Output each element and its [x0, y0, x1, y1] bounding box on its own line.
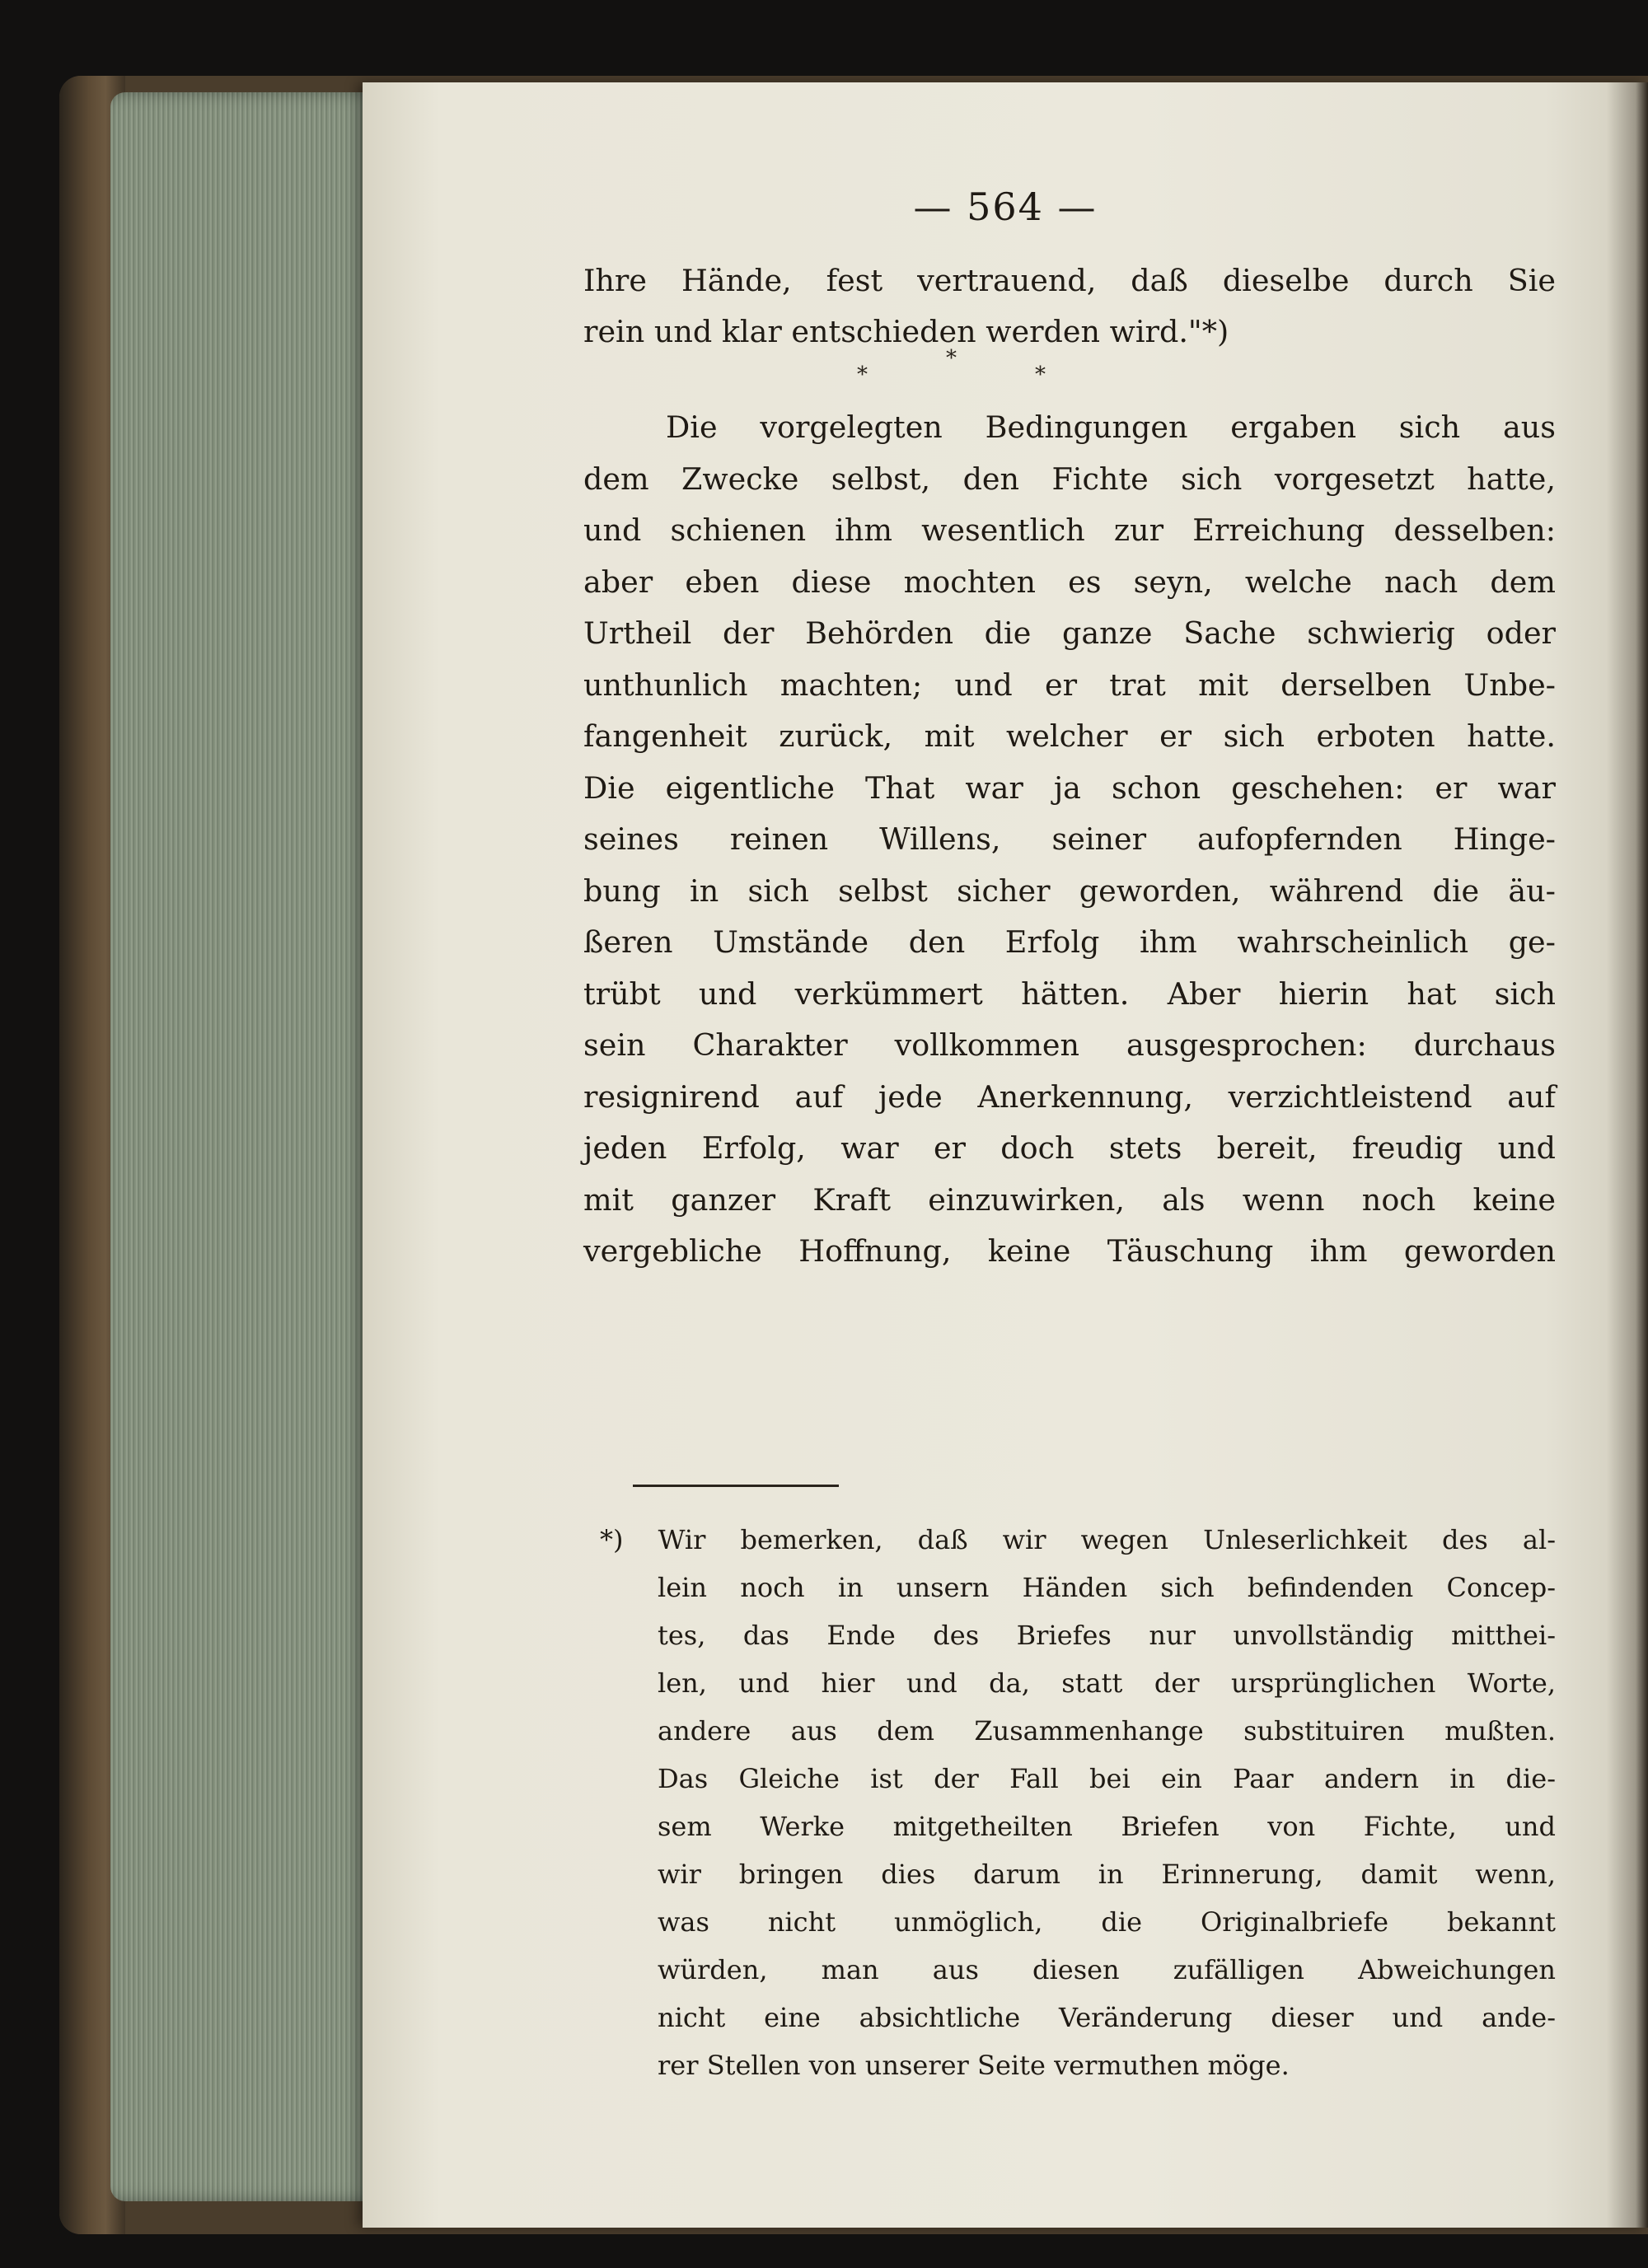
footnote-line: würden, man aus diesen zufälligen Abweichungen	[658, 1954, 1556, 1985]
book-page	[363, 82, 1648, 2228]
footnote-marker: *)	[600, 1524, 624, 1555]
footnote-line: wir bringen dies darum in Erinnerung, damit wenn,	[658, 1859, 1556, 1890]
page-number: — 564 —	[913, 185, 1098, 229]
asterisk: *	[1035, 362, 1046, 387]
footnote-line: sem Werke mitgetheilten Briefen von Fichte, und	[658, 1811, 1556, 1842]
text-line: sein Charakter vollkommen ausgesprochen: durchaus	[583, 1027, 1556, 1063]
text-line: Ihre Hände, fest vertrauend, daß dieselbe durch Sie	[583, 263, 1556, 298]
text-line: unthunlich machten; und er trat mit derselben Unbe-	[583, 666, 1556, 703]
section-break	[857, 346, 1055, 395]
book	[59, 76, 1648, 2234]
text-line: aber eben diese mochten es seyn, welche nach dem	[583, 563, 1556, 600]
text-line: rein und klar entschieden werden wird."*)	[583, 314, 1229, 349]
footnote	[600, 1516, 1556, 2089]
asterisk: *	[857, 362, 868, 387]
page-gutter	[1607, 82, 1648, 2228]
footnote-line: nicht eine absichtliche Veränderung dieser und ande-	[658, 2002, 1556, 2033]
footnote-line: andere aus dem Zusammenhange substituiren mußten.	[658, 1715, 1556, 1747]
text-line: Die eigentliche That war ja schon geschehen: er war	[583, 769, 1556, 806]
footnote-rule	[633, 1485, 839, 1487]
text-line: und schienen ihm wesentlich zur Erreichung desselben:	[583, 512, 1556, 548]
opening-text	[583, 255, 1556, 358]
text-line: seines reinen Willens, seiner aufopfernden Hinge-	[583, 821, 1556, 857]
text-line: vergebliche Hoffnung, keine Täuschung ihm geworden	[583, 1233, 1556, 1269]
main-paragraph	[583, 402, 1556, 1278]
text-line: jeden Erfolg, war er doch stets bereit, freudig und	[583, 1130, 1556, 1166]
text-line: mit ganzer Kraft einzuwirken, als wenn noch keine	[583, 1181, 1556, 1218]
page-edges	[110, 92, 382, 2201]
text-line: ßeren Umstände den Erfolg ihm wahrscheinlich ge-	[583, 924, 1556, 960]
footnote-line: len, und hier und da, statt der ursprünglichen Worte,	[658, 1667, 1556, 1699]
text-line: fangenheit zurück, mit welcher er sich erboten hatte.	[583, 718, 1556, 754]
footnote-line: rer Stellen von unserer Seite vermuthen möge.	[658, 2050, 1290, 2081]
footnote-line: Das Gleiche ist der Fall bei ein Paar andern in die-	[658, 1763, 1556, 1794]
text-line: Die vorgelegten Bedingungen ergaben sich aus	[666, 409, 1556, 445]
text-line: resignirend auf jede Anerkennung, verzichtleistend auf	[583, 1078, 1556, 1115]
footnote-line: tes, das Ende des Briefes nur unvollständig mitthei-	[658, 1620, 1556, 1651]
text-line: trübt und verkümmert hätten. Aber hierin hat sich	[583, 975, 1556, 1012]
text-line: Urtheil der Behörden die ganze Sache schwierig oder	[583, 615, 1556, 651]
text-line: dem Zwecke selbst, den Fichte sich vorgesetzt hatte,	[583, 461, 1556, 497]
footnote-line: lein noch in unsern Händen sich befindenden Concep-	[658, 1572, 1556, 1603]
text-line: bung in sich selbst sicher geworden, während die äu-	[583, 872, 1556, 909]
footnote-line	[600, 1516, 1556, 1564]
footnote-line: was nicht unmöglich, die Originalbriefe bekannt	[658, 1906, 1556, 1938]
footnote-text: Wir bemerken, daß wir wegen Unleserlichkeit des al-	[658, 1524, 1557, 1555]
asterisk: *	[946, 346, 957, 371]
